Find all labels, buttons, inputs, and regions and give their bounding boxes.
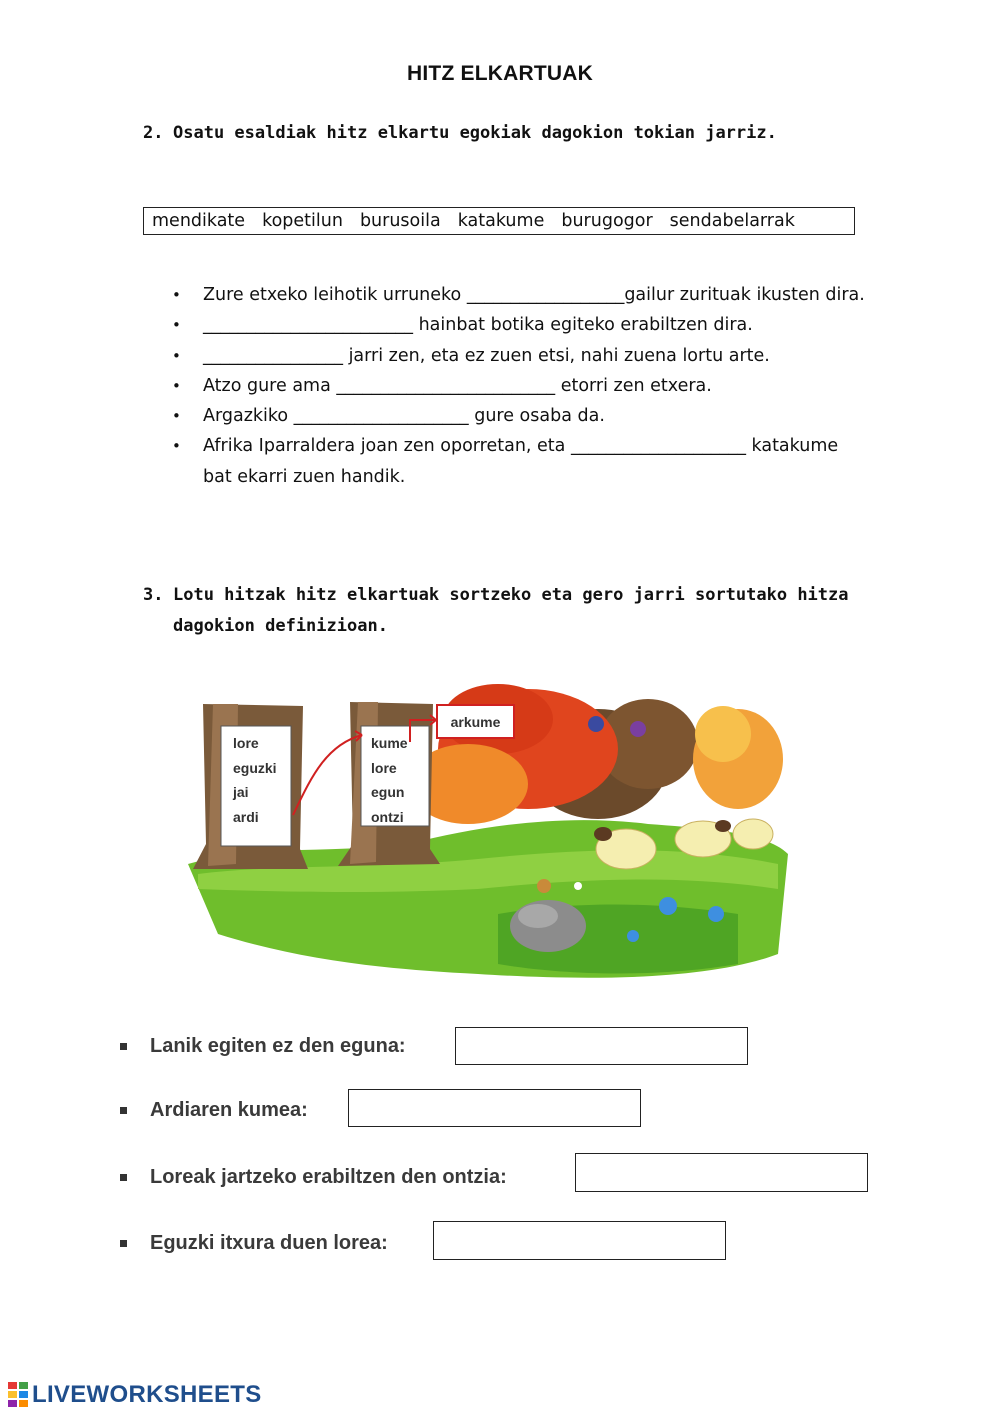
right-word: ontzi xyxy=(371,808,404,825)
definition-item xyxy=(120,1035,406,1058)
question-3-line1: Lotu hitzak hitz elkartuak sortzeko eta gero jarri sortutako hitza xyxy=(173,585,849,605)
definition-text: Lanik egiten ez den eguna: xyxy=(150,1035,406,1057)
definition-item xyxy=(120,1166,507,1189)
liveworksheets-logo xyxy=(8,1381,262,1409)
logo-text: LIVEWORKSHEETS xyxy=(32,1381,262,1408)
liveworksheets-logo-icon xyxy=(8,1382,30,1408)
question-3-number: 3. xyxy=(143,585,164,605)
question-2-text: Osatu esaldiak hitz elkartu egokiak dagokion tokian jarriz. xyxy=(173,123,777,143)
question-2-heading xyxy=(143,118,777,149)
answer-input-1[interactable] xyxy=(455,1027,748,1065)
question-3-line2: dagokion definizioan. xyxy=(173,616,388,636)
answer-input-3[interactable] xyxy=(575,1153,868,1192)
left-word: ardi xyxy=(233,808,259,825)
left-word: lore xyxy=(233,735,259,751)
sentence-item[interactable]: • Zure etxeko leihotik urruneko __________________gailur zurituak ikusten dira. xyxy=(172,280,872,310)
sentence-item[interactable]: • ________________________ hainbat botika egiteko erabiltzen dira. xyxy=(172,310,872,340)
definition-item xyxy=(120,1099,308,1122)
left-word-list xyxy=(233,731,277,829)
answer-input-4[interactable] xyxy=(433,1221,726,1260)
sentence-item[interactable]: • Argazkiko ____________________ gure osaba da. xyxy=(172,401,872,431)
left-word: eguzki xyxy=(233,759,277,776)
bullet-icon xyxy=(120,1174,127,1181)
question-2-number: 2. xyxy=(143,123,164,143)
right-word: lore xyxy=(371,759,397,776)
question-3-heading xyxy=(143,580,863,642)
sentence-item[interactable]: • Afrika Iparraldera joan zen oporretan, eta ____________________ katakume bat ekarri zuen handik. xyxy=(172,431,872,492)
example-answer-box: arkume xyxy=(436,704,515,739)
right-word: kume xyxy=(371,735,408,751)
right-word: egun xyxy=(371,784,405,800)
word-bank xyxy=(143,207,855,235)
word-bank-item: burusoila xyxy=(359,211,441,231)
word-bank-item: burugogor xyxy=(561,211,653,231)
definition-text: Loreak jartzeko erabiltzen den ontzia: xyxy=(150,1166,507,1188)
page-title: HITZ ELKARTUAK xyxy=(407,62,593,85)
left-word: jai xyxy=(233,784,249,800)
definition-text: Ardiaren kumea: xyxy=(150,1099,308,1121)
connection-arrows xyxy=(290,700,440,820)
bullet-icon xyxy=(120,1240,127,1247)
sentence-list xyxy=(172,280,872,492)
answer-input-2[interactable] xyxy=(348,1089,641,1127)
bullet-icon xyxy=(120,1043,127,1050)
definition-item xyxy=(120,1232,388,1255)
bullet-icon xyxy=(120,1107,127,1114)
word-bank-item: kopetilun xyxy=(262,211,343,231)
word-bank-item: sendabelarrak xyxy=(669,211,795,231)
word-bank-item: katakume xyxy=(457,211,545,231)
sentence-item[interactable]: • Atzo gure ama _________________________ etorri zen etxera. xyxy=(172,371,872,401)
word-bank-item: mendikate xyxy=(152,211,246,231)
sentence-item[interactable]: • ________________ jarri zen, eta ez zuen etsi, nahi zuena lortu arte. xyxy=(172,341,872,371)
definition-text: Eguzki itxura duen lorea: xyxy=(150,1232,388,1254)
